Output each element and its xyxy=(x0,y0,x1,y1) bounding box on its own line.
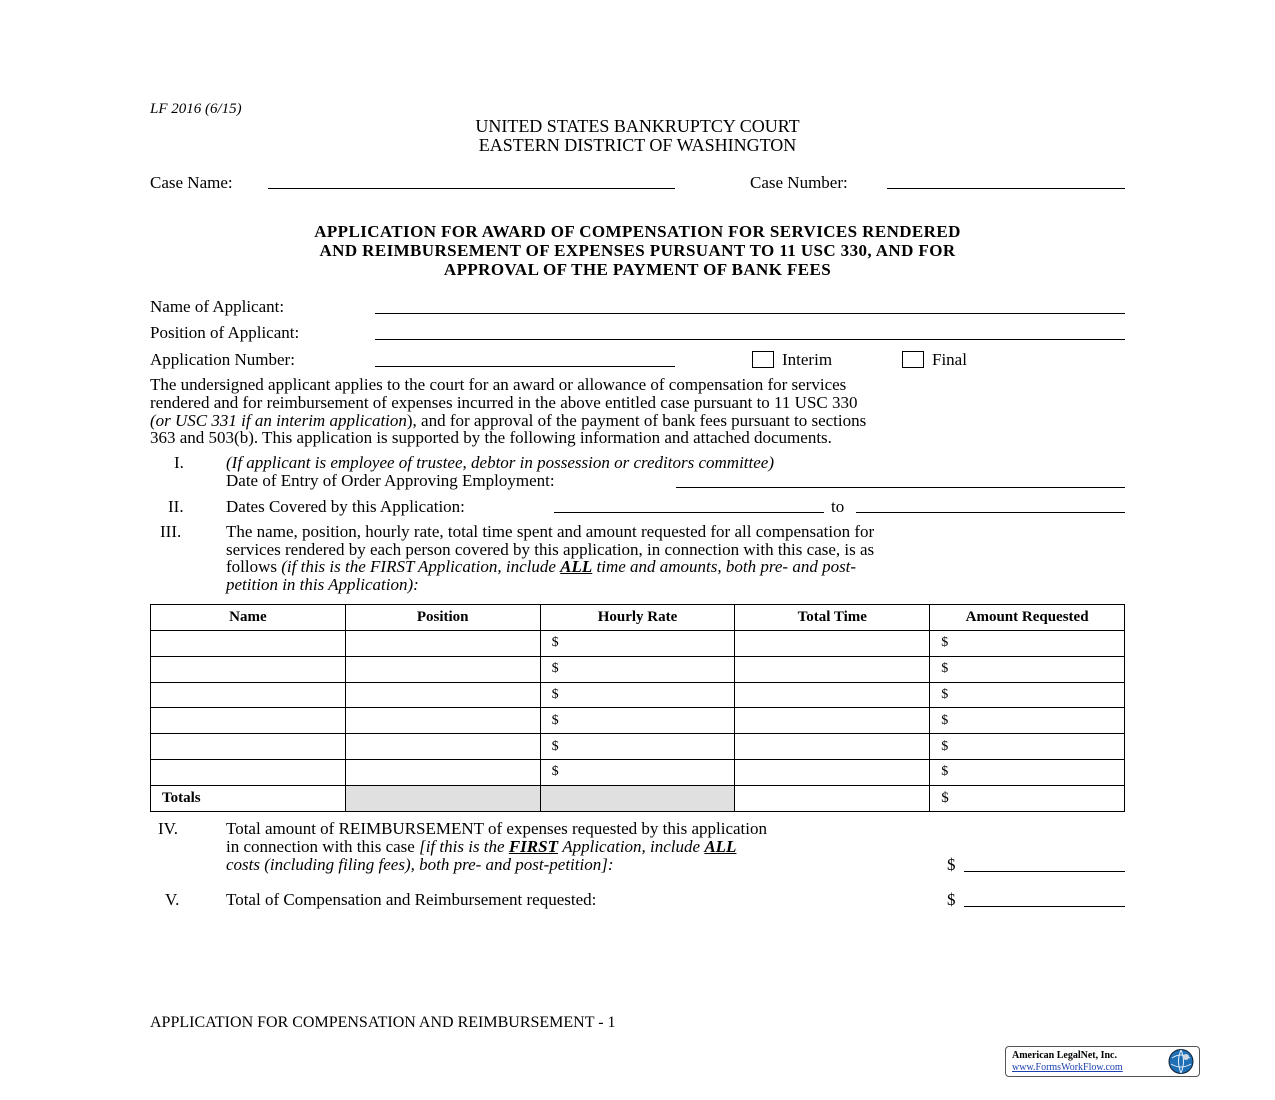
section-3-line3 xyxy=(226,558,856,576)
name-cell[interactable] xyxy=(151,682,346,708)
section-2-number: II. xyxy=(168,497,184,516)
table-row xyxy=(151,682,1125,708)
employment-order-date-input[interactable] xyxy=(676,487,1125,488)
section-3-line4: petition in this Application): xyxy=(226,575,419,594)
section-4-all: ALL xyxy=(704,837,737,856)
header-hourly-rate: Hourly Rate xyxy=(540,605,735,631)
interim-label: Interim xyxy=(782,350,833,369)
globe-icon xyxy=(1166,1048,1196,1075)
totals-amount-cell[interactable]: $ xyxy=(930,785,1125,811)
totals-label: Totals xyxy=(151,785,346,811)
section-3-line2: services rendered by each person covered by this application, in connection with this case, is as xyxy=(226,540,875,559)
section-1-label: Date of Entry of Order Approving Employment: xyxy=(226,471,555,490)
section-5-label: Total of Compensation and Reimbursement requested: xyxy=(226,890,597,909)
final-label: Final xyxy=(932,350,967,369)
hourly-rate-cell[interactable]: $ xyxy=(540,734,735,760)
hourly-rate-cell[interactable]: $ xyxy=(540,759,735,785)
table-row xyxy=(151,656,1125,682)
case-number-input[interactable] xyxy=(887,188,1125,189)
table-row xyxy=(151,631,1125,657)
amount-cell[interactable]: $ xyxy=(930,734,1125,760)
section-3-note: (if this is the FIRST Application, include xyxy=(281,557,556,576)
section-1-number: I. xyxy=(174,453,184,472)
amount-cell[interactable]: $ xyxy=(930,656,1125,682)
section-4-case: in connection with this case xyxy=(226,837,415,856)
case-name-input[interactable] xyxy=(268,188,675,189)
total-time-cell[interactable] xyxy=(735,656,930,682)
total-amount-input[interactable] xyxy=(964,906,1125,907)
logo-url[interactable]: www.FormsWorkFlow.com xyxy=(1012,1062,1123,1073)
table-row xyxy=(151,734,1125,760)
section-2-to: to xyxy=(831,497,845,516)
compensation-table xyxy=(150,604,1125,812)
section-3-all: ALL xyxy=(560,557,593,576)
total-time-cell[interactable] xyxy=(735,682,930,708)
amount-cell[interactable]: $ xyxy=(930,682,1125,708)
table-row xyxy=(151,759,1125,785)
position-cell[interactable] xyxy=(345,631,540,657)
header-position: Position xyxy=(345,605,540,631)
application-number-label: Application Number: xyxy=(150,350,295,369)
section-4-line3: costs (including filing fees), both pre- and post-petition]: xyxy=(226,855,614,874)
intro-line4: 363 and 503(b). This application is supported by the following information and attached documents. xyxy=(150,428,832,447)
position-cell[interactable] xyxy=(345,656,540,682)
intro-line3-italic: (or USC 331 if an interim application xyxy=(150,411,407,430)
position-cell[interactable] xyxy=(345,734,540,760)
header-amount-requested: Amount Requested xyxy=(930,605,1125,631)
name-of-applicant-label: Name of Applicant: xyxy=(150,297,285,316)
name-cell[interactable] xyxy=(151,708,346,734)
intro-line1: The undersigned applicant applies to the court for an award or allowance of compensation for services xyxy=(150,375,847,394)
amount-cell[interactable]: $ xyxy=(930,631,1125,657)
header-name: Name xyxy=(151,605,346,631)
section-4-first: FIRST xyxy=(508,837,558,856)
hourly-rate-cell[interactable]: $ xyxy=(540,682,735,708)
amount-cell[interactable]: $ xyxy=(930,759,1125,785)
total-time-cell[interactable] xyxy=(735,708,930,734)
hourly-rate-cell[interactable]: $ xyxy=(540,631,735,657)
table-totals-row xyxy=(151,785,1125,811)
name-cell[interactable] xyxy=(151,734,346,760)
hourly-rate-cell[interactable]: $ xyxy=(540,656,735,682)
position-of-applicant-label: Position of Applicant: xyxy=(150,323,300,342)
section-4-note: [if this is the xyxy=(419,837,505,856)
section-3-number: III. xyxy=(160,522,182,541)
position-cell[interactable] xyxy=(345,708,540,734)
intro-line2: rendered and for reimbursement of expenses incurred in the above entitled case pursuant to 11 USC 330 xyxy=(150,393,858,412)
position-cell[interactable] xyxy=(345,759,540,785)
section-5-dollar: $ xyxy=(947,890,956,909)
section-4-line1: Total amount of REIMBURSEMENT of expenses requested by this application xyxy=(226,819,767,838)
section-3-note-rest: time and amounts, both pre- and post- xyxy=(596,557,857,576)
name-cell[interactable] xyxy=(151,631,346,657)
dates-covered-to-input[interactable] xyxy=(856,512,1125,513)
section-3-follows: follows xyxy=(226,557,277,576)
total-time-cell[interactable] xyxy=(735,759,930,785)
form-id: LF 2016 (6/15) xyxy=(150,101,242,117)
header-total-time: Total Time xyxy=(735,605,930,631)
section-4-note-b: Application, include xyxy=(562,837,701,856)
position-of-applicant-input[interactable] xyxy=(375,339,1125,340)
dates-covered-from-input[interactable] xyxy=(554,512,824,513)
name-cell[interactable] xyxy=(151,656,346,682)
section-4-line2 xyxy=(226,838,736,856)
case-name-label: Case Name: xyxy=(150,173,233,192)
application-number-input[interactable] xyxy=(375,366,675,367)
form-title-line2: AND REIMBURSEMENT OF EXPENSES PURSUANT TO 11 USC 330, AND FOR xyxy=(319,241,956,260)
hourly-rate-cell[interactable]: $ xyxy=(540,708,735,734)
totals-rate-shaded xyxy=(540,785,735,811)
section-4-dollar: $ xyxy=(947,855,956,874)
reimbursement-amount-input[interactable] xyxy=(964,871,1125,872)
form-title-line3: APPROVAL OF THE PAYMENT OF BANK FEES xyxy=(443,260,832,279)
table-header-row xyxy=(151,605,1125,631)
logo-company: American LegalNet, Inc. xyxy=(1012,1050,1117,1061)
section-3-line1: The name, position, hourly rate, total time spent and amount requested for all compensation for xyxy=(226,522,875,541)
case-number-label: Case Number: xyxy=(750,173,848,192)
totals-position-shaded xyxy=(345,785,540,811)
section-2-label: Dates Covered by this Application: xyxy=(226,497,465,516)
table-row xyxy=(151,708,1125,734)
court-district: EASTERN DISTRICT OF WASHINGTON xyxy=(478,135,797,155)
position-cell[interactable] xyxy=(345,682,540,708)
total-time-cell[interactable] xyxy=(735,734,930,760)
name-of-applicant-input[interactable] xyxy=(375,313,1125,314)
interim-checkbox[interactable] xyxy=(752,351,774,368)
section-1-note: (If applicant is employee of trustee, debtor in possession or creditors committee) xyxy=(226,453,775,472)
page-footer: APPLICATION FOR COMPENSATION AND REIMBURSEMENT - 1 xyxy=(150,1014,616,1031)
total-time-cell[interactable] xyxy=(735,631,930,657)
final-checkbox[interactable] xyxy=(902,351,924,368)
legalnet-logo[interactable] xyxy=(1005,1046,1200,1077)
name-cell[interactable] xyxy=(151,759,346,785)
totals-time-cell[interactable] xyxy=(735,785,930,811)
court-name: UNITED STATES BANKRUPTCY COURT xyxy=(475,116,800,136)
section-5-number: V. xyxy=(165,890,180,909)
amount-cell[interactable]: $ xyxy=(930,708,1125,734)
section-4-number: IV. xyxy=(158,819,178,838)
intro-line3-rest: ), and for approval of the payment of bank fees pursuant to sections xyxy=(406,411,867,430)
form-title-line1: APPLICATION FOR AWARD OF COMPENSATION FOR SERVICES RENDERED xyxy=(314,222,961,241)
